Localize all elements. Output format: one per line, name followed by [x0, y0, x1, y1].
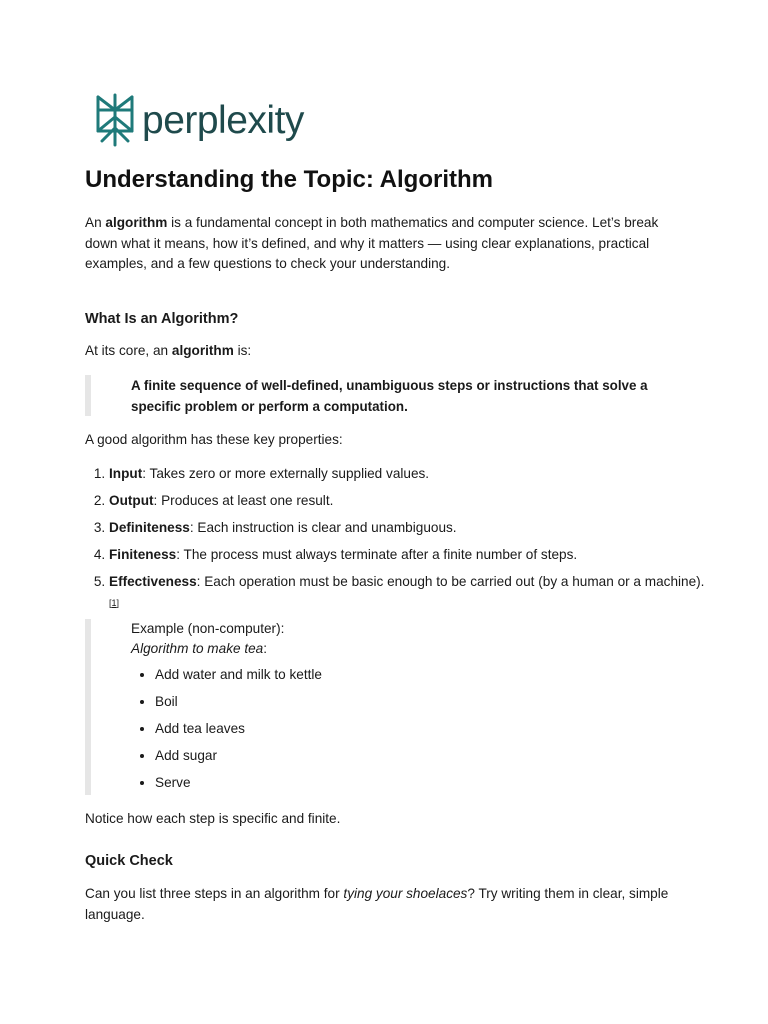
property-name: Finiteness [109, 547, 177, 562]
list-item: 3. Definiteness: Each instruction is clear and unambiguous. [109, 518, 709, 539]
example-title: Algorithm to make tea: [131, 641, 268, 656]
property-name: Effectiveness [109, 574, 197, 589]
property-name: Output [109, 493, 154, 508]
quick-check-paragraph: Can you list three steps in an algorithm for tying your shoelaces? Try writing them in clear, simple language. [85, 886, 669, 922]
definition-text: A finite sequence of well-defined, unambiguous steps or instructions that solve a specific problem or perform a computation. [131, 378, 648, 414]
perplexity-logo-icon [94, 93, 136, 147]
property-name: Input [109, 466, 143, 481]
list-item: 1. Input: Takes zero or more externally supplied values. [109, 464, 709, 485]
list-item: 5. Effectiveness: Each operation must be basic enough to be carried out (by a human or a machine). [1] [109, 572, 709, 618]
intro-paragraph: An algorithm is a fundamental concept in both mathematics and computer science. Let’s break down what it means, how it’s defined, and why it matters — using clear explanations, practical examples, and a few questions to check your understanding. [85, 215, 659, 271]
properties-list [85, 464, 709, 624]
example-label: Example (non-computer): [131, 621, 285, 636]
list-item: • Serve [155, 773, 685, 793]
notice-paragraph: Notice how each step is specific and finite. [85, 811, 341, 826]
core-statement: At its core, an algorithm is: [85, 343, 252, 358]
list-item: 2. Output: Produces at least one result. [109, 491, 709, 512]
properties-intro: A good algorithm has these key properties: [85, 432, 343, 447]
bold-term: algorithm [171, 343, 234, 358]
example-steps-list [131, 665, 685, 793]
property-name: Definiteness [109, 520, 190, 535]
brand-name: perplexity [142, 98, 304, 142]
list-item: 4. Finiteness: The process must always terminate after a finite number of steps. [109, 545, 709, 566]
bold-term: algorithm [105, 215, 168, 230]
list-item: • Boil [155, 692, 685, 712]
section-heading-what-is: What Is an Algorithm? [85, 311, 239, 327]
page-title: Understanding the Topic: Algorithm [85, 166, 493, 193]
example-blockquote [85, 619, 685, 795]
list-item: • Add tea leaves [155, 719, 685, 739]
definition-blockquote [85, 375, 685, 416]
list-item: • Add sugar [155, 746, 685, 766]
citation-link[interactable]: [1] [109, 597, 120, 608]
list-item: • Add water and milk to kettle [155, 665, 685, 685]
perplexity-logo [94, 93, 304, 147]
section-heading-quick-check: Quick Check [85, 853, 173, 869]
